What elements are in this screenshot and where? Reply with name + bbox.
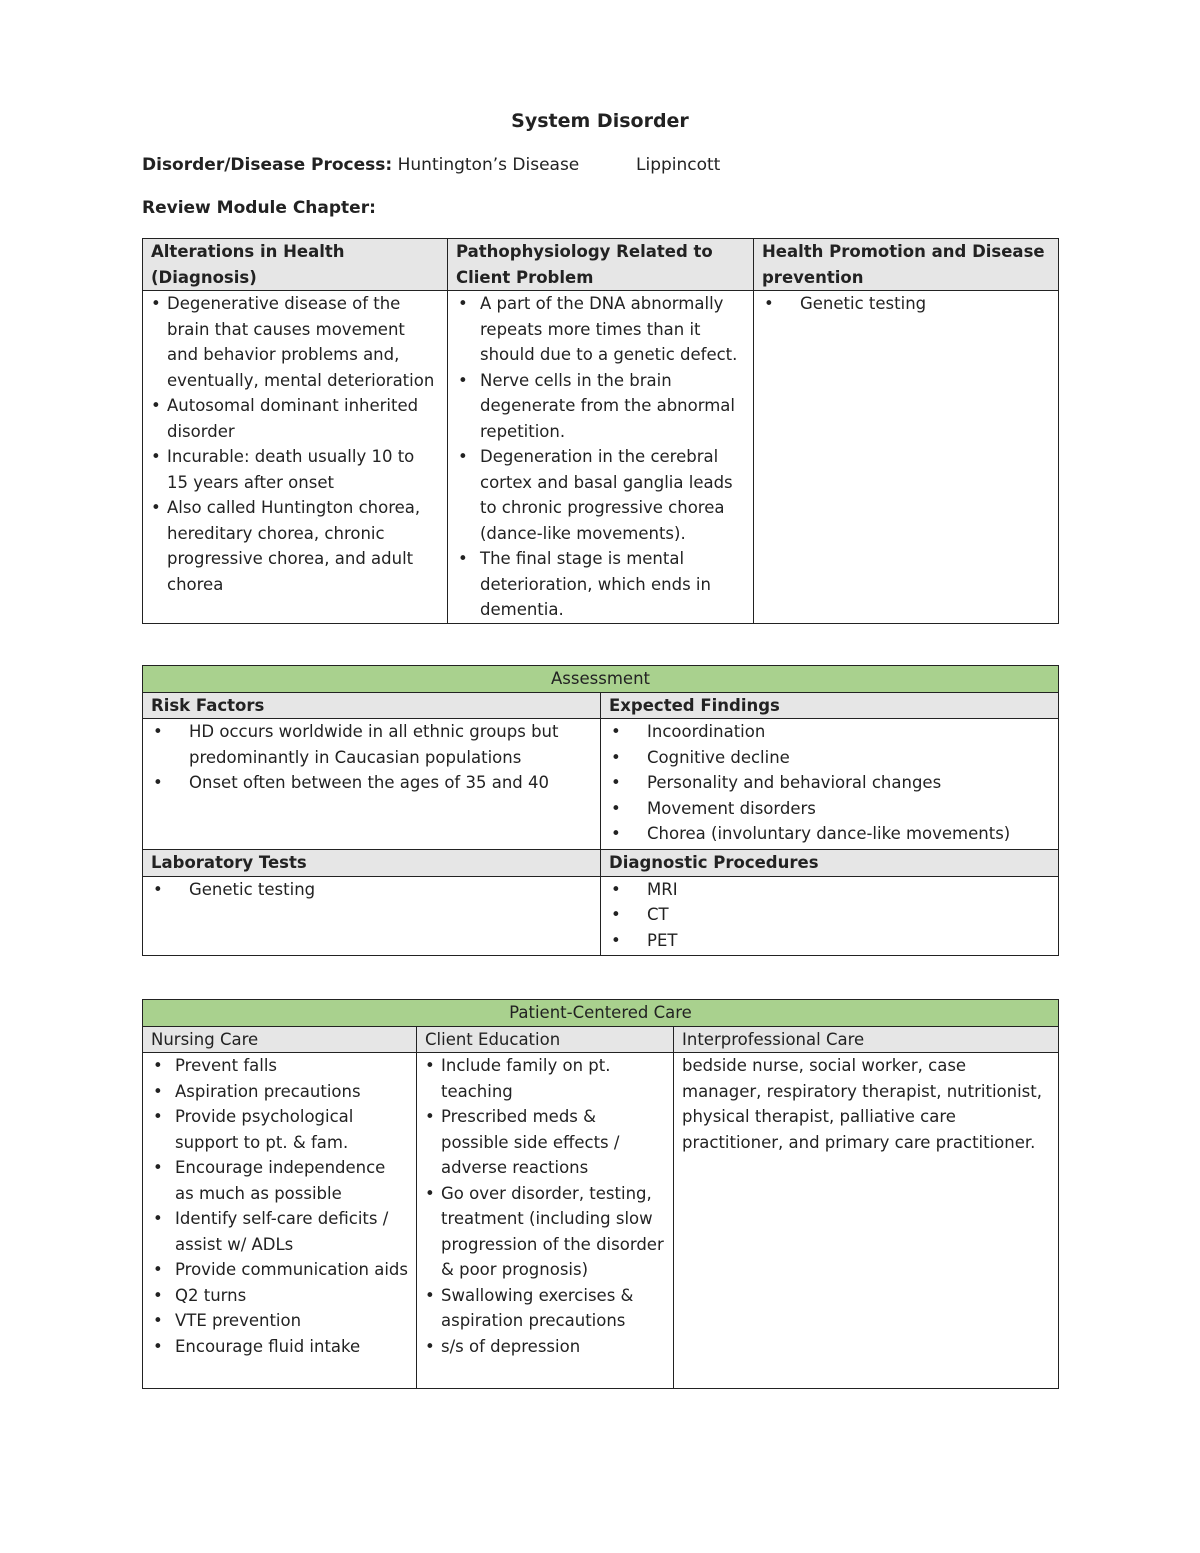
list-item: • Autosomal dominant inherited disorder [151,393,439,444]
nursing-care-cell [143,1053,417,1389]
lab-tests-header: Laboratory Tests [143,850,601,877]
list-item: • Encourage independence as much as possible [151,1155,408,1206]
client-education-header: Client Education [417,1026,674,1053]
client-education-cell [417,1053,674,1389]
pathophysiology-cell [448,291,754,624]
list-item: • Identify self-care deficits / assist w/ ADLs [151,1206,408,1257]
patient-care-title: Patient-Centered Care [143,1000,1059,1027]
disorder-value: Huntington’s Disease [397,155,580,175]
list-item: • VTE prevention [151,1308,408,1334]
list-item: • MRI [609,877,1050,903]
list-item: • Degeneration in the cerebral cortex and basal ganglia leads to chronic progressive chorea (dance-like movements). [456,444,745,546]
risk-factors-cell [143,719,601,850]
disorder-line [142,153,579,177]
list-item: • Nerve cells in the brain degenerate from the abnormal repetition. [456,368,745,445]
list-item: • Movement disorders [609,796,1050,822]
list-item: • Also called Huntington chorea, hereditary chorea, chronic progressive chorea, and adult chorea [151,495,439,597]
interprofessional-care-cell: bedside nurse, social worker, case manager, respiratory therapist, nutritionist, physical therapist, palliative care practitioner, and primary care practitioner. [674,1053,1059,1389]
alterations-cell [143,291,448,624]
list-item: • Onset often between the ages of 35 and 40 [151,770,592,796]
alterations-list [151,291,439,597]
list-item: • Prevent falls [151,1053,408,1079]
client-education-list [425,1053,665,1359]
list-item: • Include family on pt. teaching [425,1053,665,1104]
diagnostic-procedures-list [609,877,1050,954]
diagnostic-procedures-cell [601,876,1059,955]
list-item: • Incoordination [609,719,1050,745]
expected-findings-header: Expected Findings [601,692,1059,719]
nursing-care-header: Nursing Care [143,1026,417,1053]
header-alterations: Alterations in Health (Diagnosis) [143,239,448,291]
list-item: • HD occurs worldwide in all ethnic groups but predominantly in Caucasian populations [151,719,592,770]
list-item: • Incurable: death usually 10 to 15 years after onset [151,444,439,495]
list-item: • Encourage fluid intake [151,1334,408,1360]
nursing-care-list [151,1053,408,1359]
assessment-title: Assessment [143,666,1059,693]
header-pathophysiology: Pathophysiology Related to Client Problem [448,239,754,291]
list-item: • s/s of depression [425,1334,665,1360]
list-item: • Chorea (involuntary dance-like movements) [609,821,1050,847]
lab-tests-list [151,877,592,903]
risk-factors-list [151,719,592,796]
pathophysiology-list [456,291,745,623]
list-item: • Cognitive decline [609,745,1050,771]
risk-factors-header: Risk Factors [143,692,601,719]
header-health-promotion: Health Promotion and Disease prevention [754,239,1059,291]
health-promotion-list [762,291,1050,317]
expected-findings-list [609,719,1050,847]
disorder-label: Disorder/Disease Process: [142,155,393,175]
patient-care-table [142,999,1059,1389]
interprofessional-care-header: Interprofessional Care [674,1026,1059,1053]
diagnosis-table [142,238,1059,624]
list-item: • Aspiration precautions [151,1079,408,1105]
list-item: • Q2 turns [151,1283,408,1309]
expected-findings-cell [601,719,1059,850]
list-item: • Genetic testing [151,877,592,903]
list-item: • Prescribed meds & possible side effects / adverse reactions [425,1104,665,1181]
lab-tests-cell [143,876,601,955]
page-title: System Disorder [511,110,689,132]
health-promotion-cell [754,291,1059,624]
list-item: • Go over disorder, testing, treatment (including slow progression of the disorder & poor prognosis) [425,1181,665,1283]
list-item: • The final stage is mental deterioration, which ends in dementia. [456,546,745,623]
list-item: • Genetic testing [762,291,1050,317]
list-item: • Provide communication aids [151,1257,408,1283]
list-item: • A part of the DNA abnormally repeats more times than it should due to a genetic defect. [456,291,745,368]
list-item: • PET [609,928,1050,954]
list-item: • Degenerative disease of the brain that causes movement and behavior problems and, eventually, mental deterioration [151,291,439,393]
chapter-line [142,196,376,220]
assessment-table [142,665,1059,956]
list-item: • Swallowing exercises & aspiration precautions [425,1283,665,1334]
list-item: • Personality and behavioral changes [609,770,1050,796]
diagnostic-procedures-header: Diagnostic Procedures [601,850,1059,877]
list-item: • Provide psychological support to pt. & fam. [151,1104,408,1155]
list-item: • CT [609,902,1050,928]
chapter-label: Review Module Chapter: [142,198,376,218]
source-label: Lippincott [636,155,721,175]
